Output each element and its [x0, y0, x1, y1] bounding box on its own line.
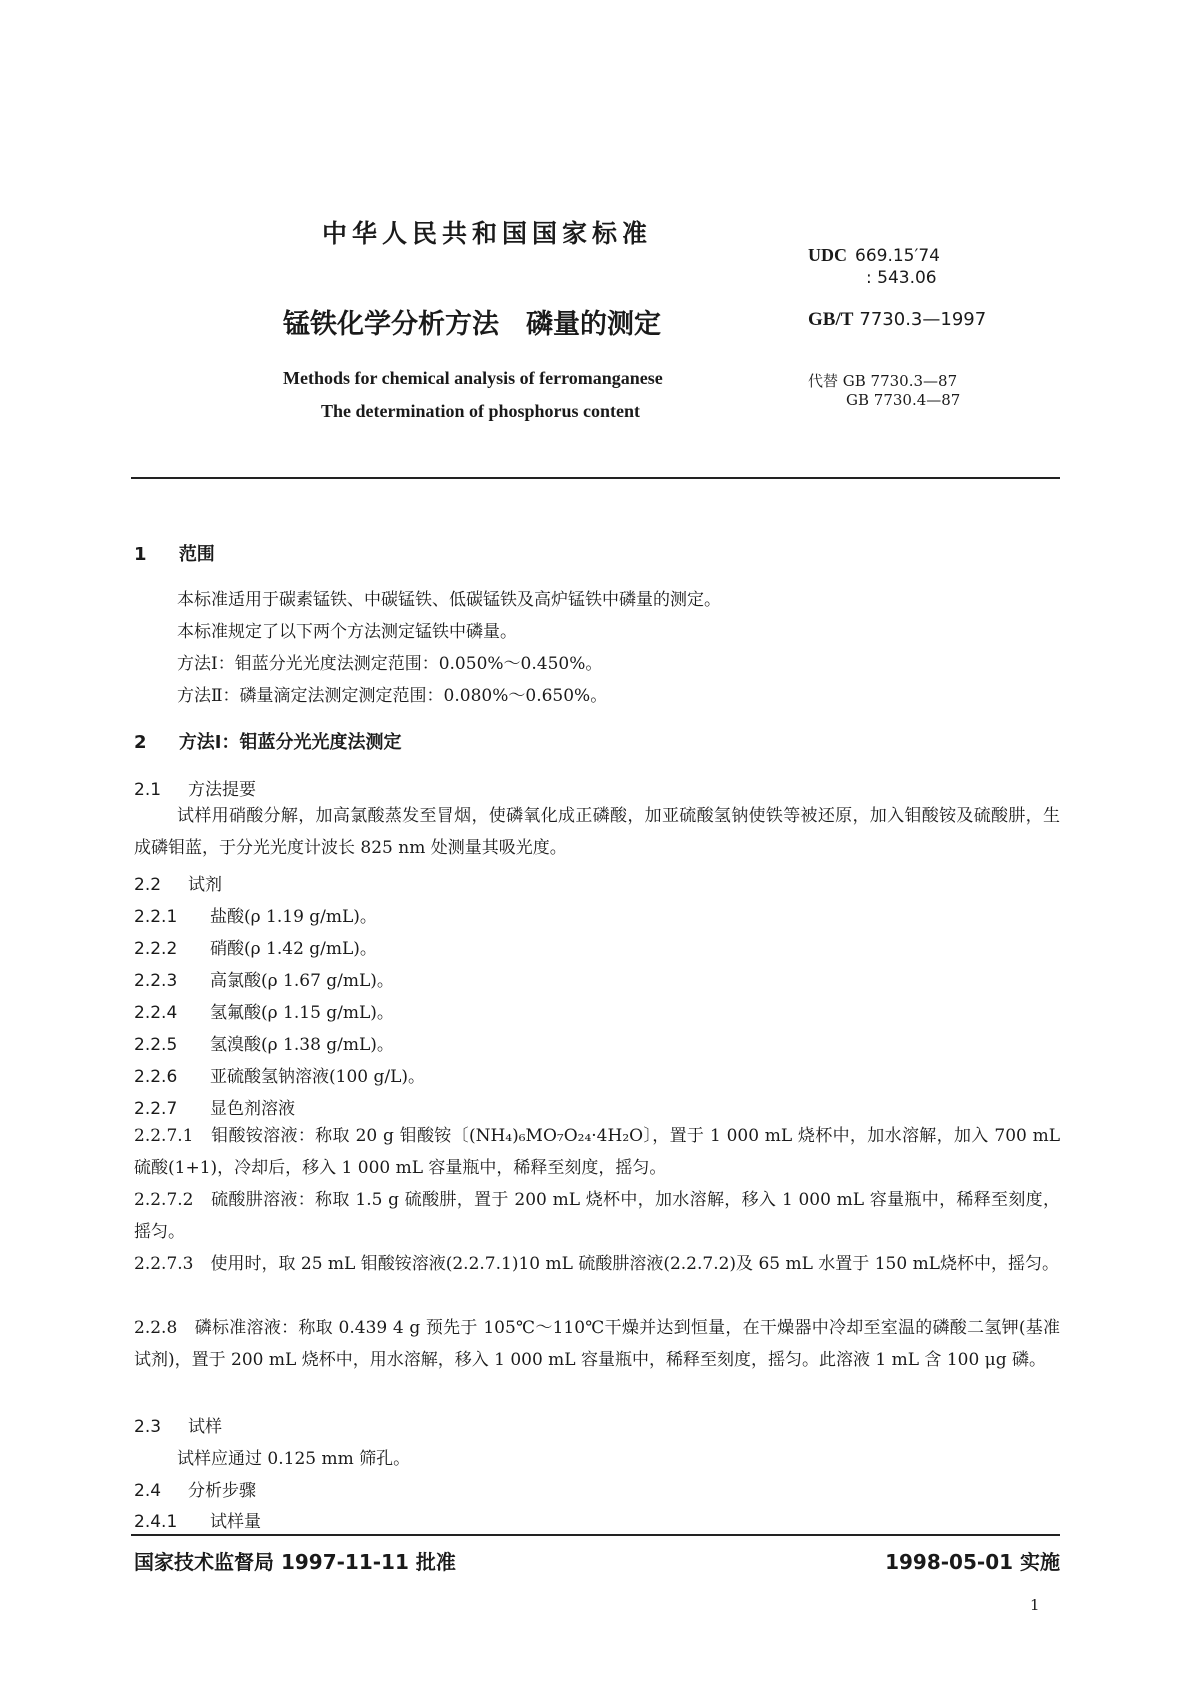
- udc-label: UDC: [808, 245, 847, 265]
- title-chinese: 锰铁化学分析方法 磷量的测定: [283, 309, 661, 340]
- paragraph: 本标准适用于碳素锰铁、中碳锰铁、低碳锰铁及高炉锰铁中磷量的测定。: [177, 590, 721, 610]
- paragraph: 试样应通过 0.125 mm 筛孔。: [177, 1449, 411, 1469]
- replaces-line2: GB 7730.4—87: [846, 391, 961, 409]
- subsection-title: 试剂: [188, 875, 222, 895]
- subsection-title: 分析步骤: [188, 1481, 256, 1501]
- section-2-heading: [134, 728, 402, 754]
- reagent-item: [134, 1094, 295, 1119]
- section-1-heading: [134, 540, 215, 566]
- subsection-2-2-heading: [134, 870, 222, 895]
- paragraph: 2.2.7.2 硫酸肼溶液：称取 1.5 g 硫酸肼，置于 200 mL 烧杯中，加水溶解，移入 1 000 mL 容量瓶中，稀释至刻度，摇匀。: [134, 1190, 1060, 1242]
- subsection-2-4-heading: [134, 1476, 256, 1501]
- subsection-2-3-heading: [134, 1412, 222, 1437]
- subsection-2-4-1-heading: [134, 1507, 261, 1532]
- paragraph: 方法Ⅱ：磷量滴定法测定测定范围：0.080%～0.650%。: [177, 686, 608, 706]
- reagent-item: [134, 966, 394, 991]
- page-number: 1: [1030, 1596, 1040, 1614]
- section-number: 2: [134, 732, 147, 753]
- effective-date: 1998-05-01 实施: [885, 1550, 1060, 1574]
- subsection-title: 试样: [188, 1417, 222, 1437]
- item-number: 2.2.1: [134, 907, 178, 927]
- section-title: 方法Ⅰ：钼蓝分光光度法测定: [178, 732, 402, 753]
- replaces-line1: 代替 GB 7730.3—87: [808, 372, 958, 390]
- paragraph: 方法Ⅰ：钼蓝分光光度法测定范围：0.050%～0.450%。: [177, 654, 603, 674]
- item-number: 2.2.4: [134, 1003, 178, 1023]
- item-text: 盐酸(ρ 1.19 g/mL)。: [210, 907, 377, 927]
- paragraph: 2.2.7.3 使用时，取 25 mL 钼酸铵溶液(2.2.7.1)10 mL 硫酸肼溶液(2.2.7.2)及 65 mL 水置于 150 mL烧杯中，摇匀。: [134, 1254, 1059, 1274]
- reagent-item: [134, 1062, 425, 1087]
- footer-rule: [131, 1534, 1060, 1536]
- reagent-item: [134, 902, 377, 927]
- replaces-note: [808, 372, 960, 410]
- section-number: 1: [134, 544, 147, 565]
- gb-number: 7730.3—1997: [859, 309, 987, 330]
- item-number: 2.2.7: [134, 1099, 178, 1119]
- item-text: 氢溴酸(ρ 1.38 g/mL)。: [210, 1035, 394, 1055]
- standard-number: [808, 308, 986, 331]
- reagent-item: [134, 998, 394, 1023]
- section-title: 范围: [178, 544, 215, 565]
- item-number: 2.2.5: [134, 1035, 178, 1055]
- udc-value-1: 669.15′74: [855, 246, 940, 266]
- national-standard-heading: 中华人民共和国国家标准: [322, 219, 653, 248]
- item-text: 亚硫酸氢钠溶液(100 g/L)。: [210, 1067, 426, 1087]
- udc-value-2: : 543.06: [866, 268, 937, 288]
- subsection-2-1-heading: [134, 775, 256, 800]
- subsection-number: 2.4: [134, 1481, 162, 1501]
- item-number: 2.2.3: [134, 971, 178, 991]
- subsection-title: 方法提要: [188, 780, 256, 800]
- title-english-line2: The determination of phosphorus content: [321, 401, 641, 421]
- item-text: 高氯酸(ρ 1.67 g/mL)。: [210, 971, 394, 991]
- header-rule: [131, 477, 1060, 479]
- udc-code: [808, 245, 940, 289]
- subsection-number: 2.1: [134, 780, 162, 800]
- subsection-title: 试样量: [210, 1512, 261, 1532]
- paragraph: 本标准规定了以下两个方法测定锰铁中磷量。: [177, 622, 517, 642]
- subsection-number: 2.2: [134, 875, 162, 895]
- item-number: 2.2.2: [134, 939, 178, 959]
- item-text: 显色剂溶液: [210, 1099, 295, 1119]
- reagent-item: [134, 934, 377, 959]
- approval-note: 国家技术监督局 1997-11-11 批准: [134, 1550, 456, 1574]
- subsection-number: 2.4.1: [134, 1512, 178, 1532]
- subsection-number: 2.3: [134, 1417, 162, 1437]
- gb-label: GB/T: [808, 309, 854, 330]
- item-number: 2.2.6: [134, 1067, 178, 1087]
- paragraph: 2.2.7.1 钼酸铵溶液：称取 20 g 钼酸铵〔(NH₄)₆MO₇O₂₄·4H₂O〕，置于 1 000 mL 烧杯中，加水溶解，加入 700 mL 硫酸(1+1)，冷却后，移入 1 000 mL 容量瓶中，稀释至刻度，摇匀。: [134, 1126, 1060, 1178]
- reagent-item: [134, 1030, 394, 1055]
- title-english-line1: Methods for chemical analysis of ferromanganese: [283, 368, 663, 388]
- item-text: 硝酸(ρ 1.42 g/mL)。: [210, 939, 377, 959]
- item-text: 氢氟酸(ρ 1.15 g/mL)。: [210, 1003, 394, 1023]
- paragraph: 试样用硝酸分解，加高氯酸蒸发至冒烟，使磷氧化成正磷酸，加亚硫酸氢钠使铁等被还原，加入钼酸铵及硫酸肼，生成磷钼蓝，于分光光度计波长 825 nm 处测量其吸光度。: [134, 806, 1060, 858]
- paragraph: 2.2.8 磷标准溶液：称取 0.439 4 g 预先于 105℃～110℃干燥并达到恒量，在干燥器中冷却至室温的磷酸二氢钾(基准试剂)，置于 200 mL 烧杯中，用水溶解，移入 1 000 mL 容量瓶中，稀释至刻度，摇匀。此溶液 1 mL 含 100 μg 磷。: [134, 1318, 1060, 1370]
